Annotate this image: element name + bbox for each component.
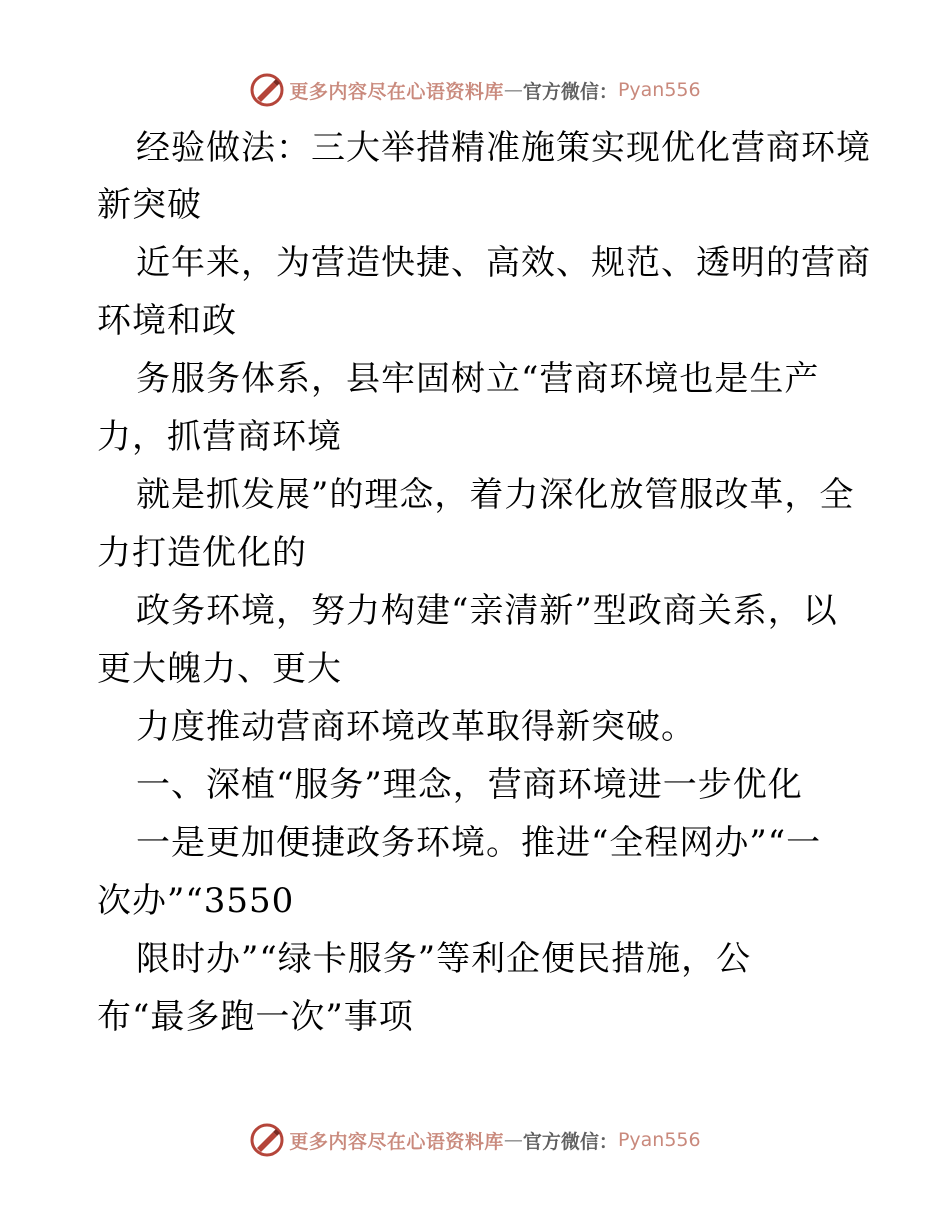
doc-line: 环境和政	[97, 301, 237, 341]
doc-line: 一是更加便捷政务环境。推进“全程网办”“一	[136, 823, 822, 863]
doc-line: 力度推动营商环境改革取得新突破。	[136, 707, 696, 747]
doc-line: 经验做法：三大举措精准施策实现优化营商环境	[136, 128, 871, 168]
pen-logo-icon	[249, 72, 285, 108]
watermark-separator: —	[503, 79, 523, 101]
doc-line: 新突破	[97, 185, 202, 225]
doc-line: 就是抓发展”的理念，着力深化放管服改革，全	[136, 475, 855, 515]
watermark-wechat-id: Pyan556	[617, 1129, 701, 1151]
doc-line: 近年来，为营造快捷、高效、规范、透明的营商	[136, 243, 871, 283]
doc-line: 务服务体系，县牢固树立“营商环境也是生产	[136, 359, 820, 399]
doc-line: 次办”“3550	[97, 881, 295, 921]
doc-line: 限时办”“绿卡服务”等利企便民措施，公	[136, 939, 752, 979]
watermark-wechat-id: Pyan556	[617, 79, 701, 101]
section-heading: 一、深植“服务”理念，营商环境进一步优化	[136, 765, 803, 805]
header-watermark	[0, 70, 950, 110]
pen-logo-icon	[249, 1122, 285, 1158]
watermark-separator: —	[503, 1129, 523, 1151]
watermark-main-text: 更多内容尽在心语资料库	[289, 80, 504, 103]
doc-line: 力，抓营商环境	[97, 417, 342, 457]
doc-line: 布“最多跑一次”事项	[97, 997, 414, 1037]
doc-line: 力打造优化的	[97, 533, 307, 573]
footer-watermark	[0, 1120, 950, 1160]
doc-line: 政务环境，努力构建“亲清新”型政商关系，以	[136, 591, 838, 631]
watermark-wechat-label: 官方微信：	[522, 80, 618, 103]
watermark-main-text: 更多内容尽在心语资料库	[289, 1130, 504, 1153]
watermark-wechat-label: 官方微信：	[522, 1130, 618, 1153]
doc-line: 更大魄力、更大	[97, 649, 342, 689]
